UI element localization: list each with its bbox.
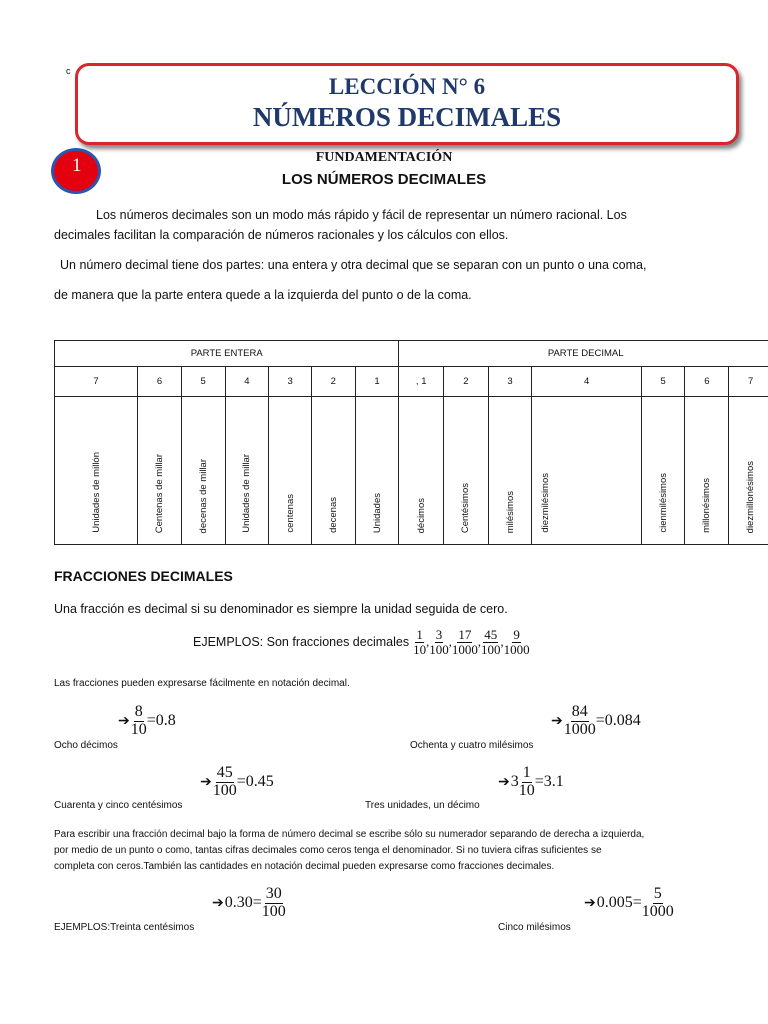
arrow-icon: ➔ (551, 713, 563, 729)
arrow-icon: ➔ (584, 895, 596, 911)
case-equation: ➔ 3 $\frac{1}{10}$ = 3.1 (498, 764, 564, 799)
table-head-decimal: PARTE DECIMAL (399, 341, 768, 367)
paragraph-2b: de manera que la parte entera quede a la izquierda del punto o de la coma. (54, 288, 472, 302)
rule-text: Para escribir una fracción decimal bajo la forma de número decimal se escribe sólo su numerador separando de derecha a izquierda, por medio de un punto o como, tantas cifras decimales como ceros tenga el denominador. Si no tuviera cifras suficientes se completa con ceros.También las cantidades en notación decimal pueden expresarse como fracciones decimales. (54, 829, 645, 872)
table-head-integer: PARTE ENTERA (55, 341, 399, 367)
fractions-heading: FRACCIONES DECIMALES (54, 568, 233, 584)
position-cell: 1 (355, 367, 399, 397)
decimal-value: 3.1 (543, 773, 564, 791)
place-name: cienmilésimos (657, 473, 669, 533)
final-label: EJEMPLOS:Treinta centésimos (54, 922, 195, 933)
notation-note: Las fracciones pueden expresarse fácilmente en notación decimal. (54, 678, 350, 689)
position-cell: 6 (685, 367, 729, 397)
place-name: centenas (284, 494, 296, 533)
place-name: diezmilésimos (540, 473, 552, 533)
final-equation: ➔ 0.005 = $\frac{5}{1000}$ (584, 885, 674, 920)
lesson-title-box (75, 63, 739, 145)
case-equation: ➔ $\frac{8}{10}$ = 0.8 (118, 703, 176, 738)
arrow-icon: ➔ (212, 895, 224, 911)
position-cell: 3 (488, 367, 532, 397)
place-name: décimos (415, 497, 427, 533)
case-label: Tres unidades, un décimo (365, 800, 480, 811)
position-cell: 5 (641, 367, 685, 397)
place-name: Unidades de millar (241, 454, 253, 533)
lesson-title: NÚMEROS DECIMALES (252, 102, 562, 132)
paragraph-1: Los números decimales son un modo más rápido y fácil de representar un número racional. Los (96, 208, 627, 222)
place-name: diezmillonésimos (745, 460, 757, 533)
arrow-icon: ➔ (118, 713, 130, 729)
table-row-positions (55, 367, 768, 397)
example-fraction: $\frac{3}{100}$ (429, 627, 449, 657)
case-label: Ochenta y cuatro milésimos (410, 740, 534, 751)
example-fraction: $\frac{17}{1000}$ (451, 627, 478, 657)
position-cell: 7 (729, 367, 768, 397)
decimal-value: 0.45 (245, 773, 274, 791)
definition-text: Una fracción es decimal si su denominador es siempre la unidad seguida de cero. (54, 602, 508, 616)
decimal-value: 0.8 (155, 712, 176, 730)
position-cell: 5 (181, 367, 225, 397)
place-name: Centésimos (460, 482, 472, 533)
final-label: Cinco milésimos (498, 922, 571, 933)
place-name: Unidades de millón (90, 452, 102, 533)
position-cell: 3 (269, 367, 312, 397)
place-name: decenas de millar (197, 458, 209, 533)
position-cell: 6 (138, 367, 182, 397)
place-name: millonésimos (701, 478, 713, 533)
position-cell: 2 (311, 367, 355, 397)
position-cell: , 1 (399, 367, 444, 397)
place-name: Unidades (371, 492, 383, 533)
position-cell: 4 (225, 367, 269, 397)
example-fraction: $\frac{1}{10}$ (413, 627, 427, 657)
example-fraction: $\frac{45}{100}$ (480, 627, 501, 657)
arrow-icon: ➔ (200, 774, 212, 790)
place-name: decenas (327, 497, 339, 533)
decimal-value: 0.084 (604, 712, 641, 730)
corner-mark: c (66, 66, 71, 76)
position-cell: 2 (444, 367, 489, 397)
paragraph-1b: decimales facilitan la comparación de números racionales y los cálculos con ellos. (54, 228, 509, 242)
case-label: Cuarenta y cinco centésimos (54, 800, 183, 811)
place-name: milésimos (504, 490, 516, 533)
paragraph-2: Un número decimal tiene dos partes: una entera y otra decimal que se separan con un punto o una coma, (60, 258, 647, 272)
badge-number: 1 (72, 155, 82, 176)
arrow-icon: ➔ (498, 774, 510, 790)
position-cell: 4 (532, 367, 641, 397)
place-name: Centenas de millar (153, 453, 165, 533)
examples-row: EJEMPLOS: Son fracciones decimales $\frac{1}{10}$ , $\frac{3}{100}$ , $\frac{17}{1000}$ , $\frac{45}{100}$ , $\frac{9}{1000}$ (193, 627, 530, 657)
examples-label: EJEMPLOS: Son fracciones decimales (193, 635, 410, 650)
place-value-table (54, 340, 768, 545)
case-equation: ➔ $\frac{45}{100}$ = 0.45 (200, 764, 274, 799)
case-equation: ➔ $\frac{84}{1000}$ = 0.084 (551, 703, 641, 738)
table-row-names (55, 397, 768, 545)
example-fraction: $\frac{9}{1000}$ (503, 627, 530, 657)
position-cell: 7 (55, 367, 138, 397)
case-label: Ocho décimos (54, 740, 118, 751)
final-equation: ➔ 0.30 = $\frac{30}{100}$ (212, 885, 286, 920)
lesson-number: LECCIÓN N° 6 (328, 74, 486, 99)
section-title: LOS NÚMEROS DECIMALES (281, 171, 487, 188)
section-kicker: FUNDAMENTACIÓN (315, 150, 453, 165)
